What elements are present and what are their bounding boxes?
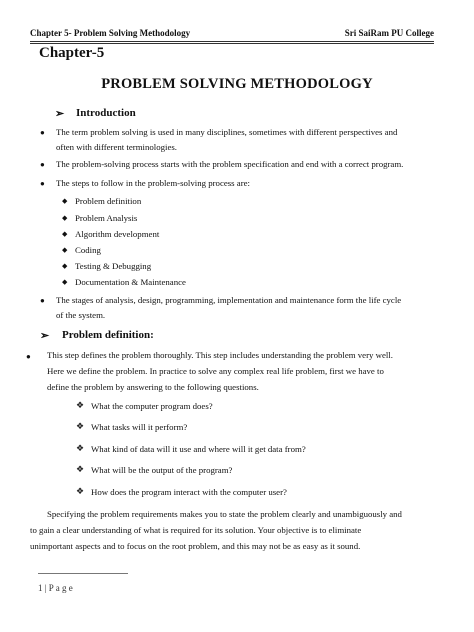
- checkmark-icon: ❖: [76, 443, 85, 453]
- step-item: Problem Analysis: [75, 213, 138, 223]
- header-left: Chapter 5- Problem Solving Methodology: [30, 28, 191, 38]
- chapter-label: Chapter-5: [39, 45, 105, 61]
- intro-bullet-4-line-1: The stages of analysis, design, programming, implementation and maintenance form the life cycle: [56, 295, 402, 305]
- intro-bullet-3: The steps to follow in the problem-solving process are:: [56, 178, 250, 188]
- intro-bullet-4-line-2: of the system.: [56, 310, 106, 320]
- diamond-icon: ◆: [62, 230, 68, 238]
- header-rule: [30, 41, 434, 42]
- bullet-dot-icon: ●: [40, 179, 45, 188]
- arrow-right-icon: ➢: [40, 330, 50, 342]
- diamond-icon: ◆: [62, 197, 68, 205]
- closing-line-2: to gain a clear understanding of what is required for its solution. Your objective is to eliminate: [30, 525, 362, 535]
- step-item: Documentation & Maintenance: [75, 277, 186, 287]
- checkmark-icon: ❖: [76, 400, 85, 410]
- bullet-dot-icon: ●: [40, 160, 45, 169]
- header-rule-double: [30, 43, 434, 44]
- pd-para-line-1: This step defines the problem thoroughly. This step includes understanding the problem very well.: [47, 350, 393, 360]
- problem-definition-heading: Problem definition:: [62, 329, 154, 341]
- arrow-right-icon: ➢: [55, 108, 65, 120]
- question-item: What tasks will it perform?: [91, 422, 188, 432]
- question-item: What will be the output of the program?: [91, 465, 233, 475]
- checkmark-icon: ❖: [76, 486, 85, 496]
- bullet-dot-icon: ●: [26, 352, 31, 361]
- diamond-icon: ◆: [62, 246, 68, 254]
- step-item: Algorithm development: [75, 229, 160, 239]
- diamond-icon: ◆: [62, 278, 68, 286]
- intro-bullet-2: The problem-solving process starts with the problem specification and end with a correct program.: [56, 159, 404, 169]
- question-item: What kind of data will it use and where will it get data from?: [91, 444, 306, 454]
- header-right: Sri SaiRam PU College: [344, 28, 434, 38]
- pd-para-line-2: Here we define the problem. In practice to solve any complex real life problem, first we have to: [47, 366, 384, 376]
- checkmark-icon: ❖: [76, 421, 85, 431]
- diamond-icon: ◆: [62, 214, 68, 222]
- closing-line-1: Specifying the problem requirements makes you to state the problem clearly and unambiguously and: [47, 509, 402, 519]
- page-number: 1 | P a g e: [38, 583, 73, 593]
- question-item: What the computer program does?: [91, 401, 213, 411]
- intro-bullet-1-line-2: often with different terminologies.: [56, 142, 178, 152]
- question-item: How does the program interact with the computer user?: [91, 487, 287, 497]
- closing-line-3: unimportant aspects and to focus on the root problem, and this may not be as easy as it sound.: [30, 541, 361, 551]
- bullet-dot-icon: ●: [40, 296, 45, 305]
- intro-heading: Introduction: [76, 107, 136, 119]
- page-title: PROBLEM SOLVING METHODOLOGY: [101, 76, 373, 92]
- checkmark-icon: ❖: [76, 464, 85, 474]
- footer-rule: [38, 573, 128, 574]
- pd-para-line-3: define the problem by answering to the following questions.: [47, 382, 259, 392]
- step-item: Problem definition: [75, 196, 142, 206]
- bullet-dot-icon: ●: [40, 128, 45, 137]
- intro-bullet-1-line-1: The term problem solving is used in many disciplines, sometimes with different perspectives and: [56, 127, 398, 137]
- step-item: Testing & Debugging: [75, 261, 152, 271]
- step-item: Coding: [75, 245, 101, 255]
- diamond-icon: ◆: [62, 262, 68, 270]
